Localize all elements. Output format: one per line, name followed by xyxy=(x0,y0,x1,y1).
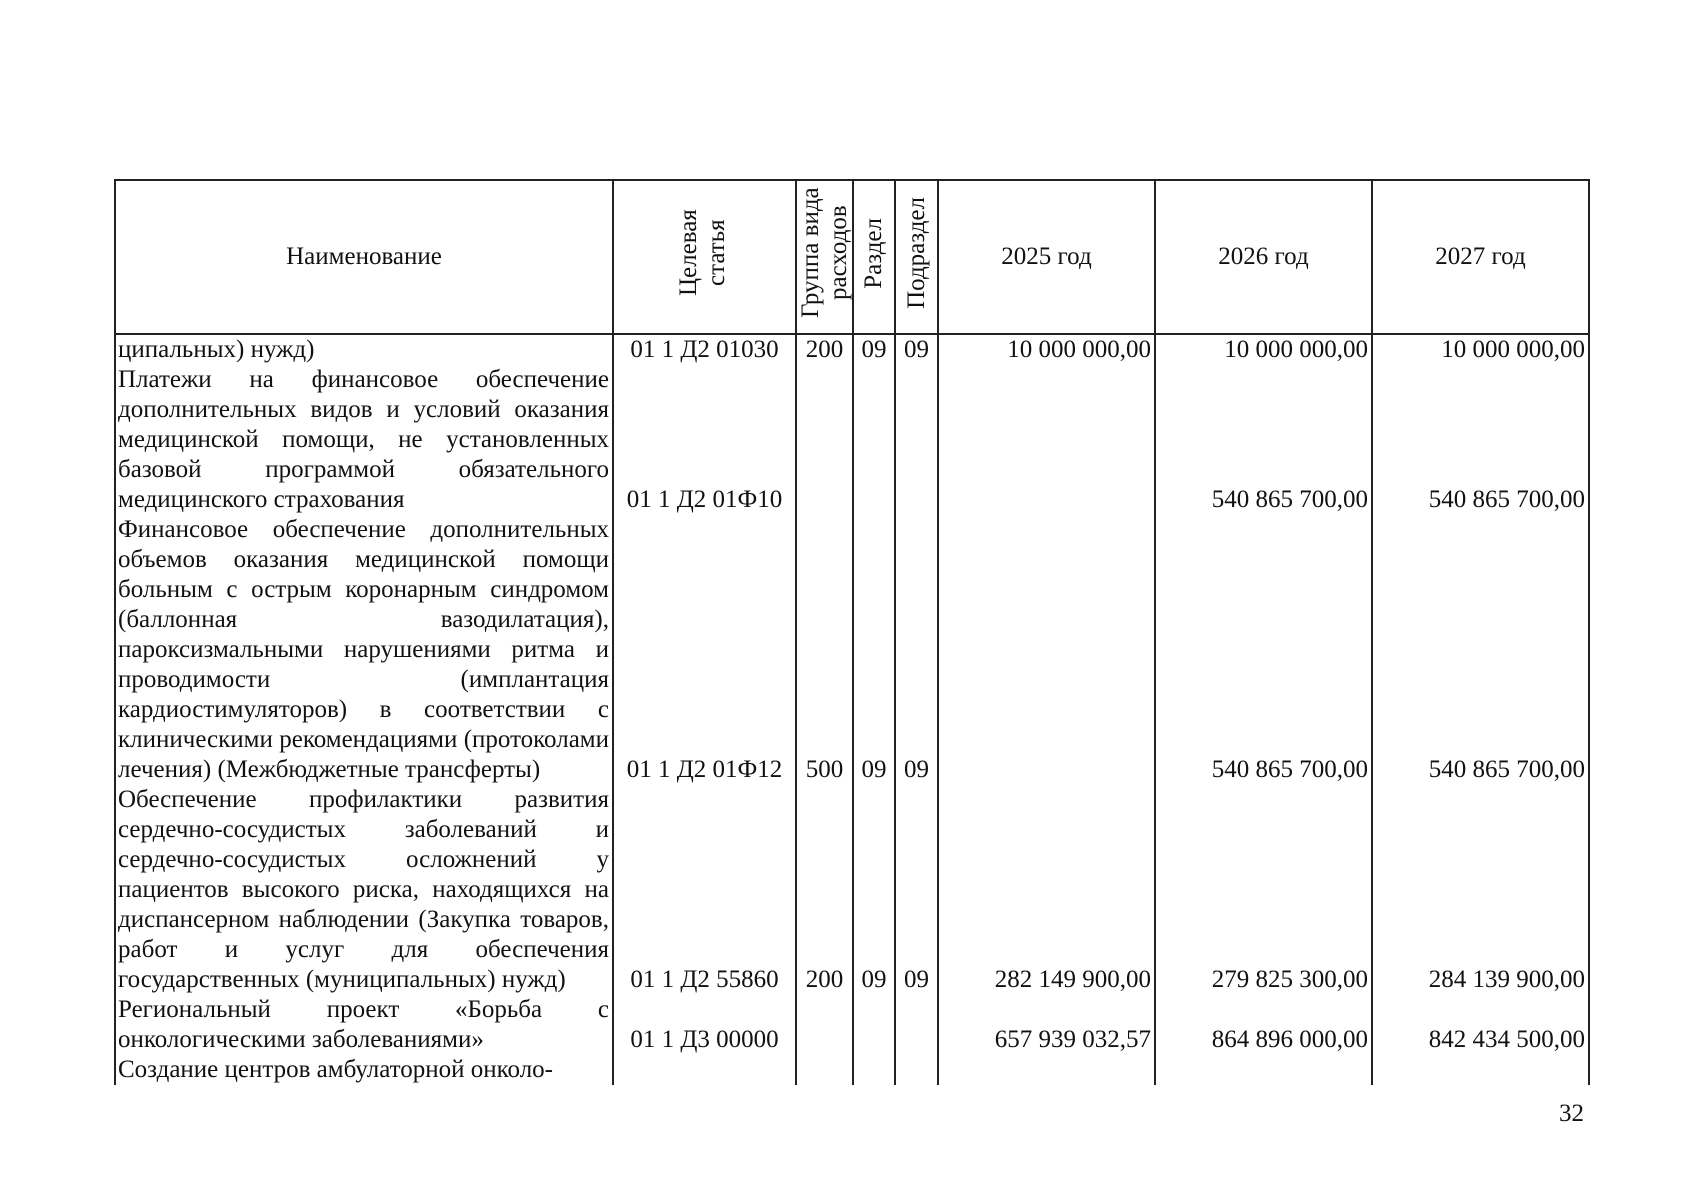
cell-y2027: 540 865 700,00 xyxy=(1372,365,1589,515)
cell-y2025: 657 939 032,57 xyxy=(938,995,1155,1055)
table-header-row xyxy=(115,180,1589,334)
cell-y2027: 10 000 000,00 xyxy=(1372,334,1589,365)
cell-group xyxy=(796,365,853,515)
header-group: Группа вида расходов xyxy=(796,180,853,334)
table-row xyxy=(115,334,1589,365)
cell-y2026: 864 896 000,00 xyxy=(1155,995,1372,1055)
cell-target: 01 1 Д2 01Ф12 xyxy=(613,515,796,785)
table-row xyxy=(115,995,1589,1055)
cell-target: 01 1 Д2 01030 xyxy=(613,334,796,365)
cell-y2025 xyxy=(938,365,1155,515)
cell-y2026: 540 865 700,00 xyxy=(1155,515,1372,785)
cell-subsection: 09 xyxy=(895,785,938,995)
cell-group: 200 xyxy=(796,785,853,995)
cell-y2027: 540 865 700,00 xyxy=(1372,515,1589,785)
header-section: Раздел xyxy=(853,180,895,334)
cell-target: 01 1 Д3 00000 xyxy=(613,995,796,1055)
cell-target: 01 1 Д2 01Ф10 xyxy=(613,365,796,515)
cell-y2025: 282 149 900,00 xyxy=(938,785,1155,995)
cell-name: Региональный проект «Борьба с онкологическими заболеваниями» xyxy=(115,995,613,1055)
page-number: 32 xyxy=(1559,1100,1584,1127)
header-2025: 2025 год xyxy=(938,180,1155,334)
table-row xyxy=(115,365,1589,515)
cell-y2026 xyxy=(1155,1055,1372,1085)
cell-y2027 xyxy=(1372,1055,1589,1085)
cell-subsection xyxy=(895,995,938,1055)
cell-target: 01 1 Д2 55860 xyxy=(613,785,796,995)
cell-y2025 xyxy=(938,1055,1155,1085)
cell-y2026: 279 825 300,00 xyxy=(1155,785,1372,995)
cell-y2026: 540 865 700,00 xyxy=(1155,365,1372,515)
cell-section xyxy=(853,365,895,515)
cell-y2025 xyxy=(938,515,1155,785)
cell-name: ципальных) нужд) xyxy=(115,334,613,365)
cell-subsection xyxy=(895,1055,938,1085)
cell-name: Платежи на финансовое обеспечение дополнительных видов и условий оказания медицинской помощи, не установленных базовой программой обязательного медицинского страхования xyxy=(115,365,613,515)
cell-subsection xyxy=(895,365,938,515)
header-subsection: Подраздел xyxy=(895,180,938,334)
cell-target xyxy=(613,1055,796,1085)
cell-y2026: 10 000 000,00 xyxy=(1155,334,1372,365)
cell-subsection: 09 xyxy=(895,515,938,785)
header-2027: 2027 год xyxy=(1372,180,1589,334)
cell-section xyxy=(853,995,895,1055)
table-body xyxy=(115,334,1589,1085)
cell-group xyxy=(796,1055,853,1085)
table-row xyxy=(115,515,1589,785)
cell-y2025: 10 000 000,00 xyxy=(938,334,1155,365)
cell-group xyxy=(796,995,853,1055)
cell-name: Создание центров амбулаторной онколо- xyxy=(115,1055,613,1085)
cell-section: 09 xyxy=(853,334,895,365)
cell-group: 500 xyxy=(796,515,853,785)
cell-section: 09 xyxy=(853,785,895,995)
budget-table xyxy=(114,179,1590,1085)
cell-name: Финансовое обеспечение дополнительных объемов оказания медицинской помощи больным с острым коронарным синдромом (баллонная вазодилатация), пароксизмальными нарушениями ритма и проводимости (имплантация кардиостимуляторов) в соответствии с клиническими рекомендациями (протоколами лечения) (Межбюджетные трансферты) xyxy=(115,515,613,785)
cell-subsection: 09 xyxy=(895,334,938,365)
header-target: Целевая статья xyxy=(613,180,796,334)
cell-group: 200 xyxy=(796,334,853,365)
cell-section xyxy=(853,1055,895,1085)
header-name: Наименование xyxy=(115,180,613,334)
header-2026: 2026 год xyxy=(1155,180,1372,334)
cell-y2027: 842 434 500,00 xyxy=(1372,995,1589,1055)
table-row xyxy=(115,785,1589,995)
cell-name: Обеспечение профилактики развития сердечно-сосудистых заболеваний и сердечно-сосудистых осложнений у пациентов высокого риска, находящихся на диспансерном наблюдении (Закупка товаров, работ и услуг для обеспечения государственных (муниципальных) нужд) xyxy=(115,785,613,995)
table-row xyxy=(115,1055,1589,1085)
cell-y2027: 284 139 900,00 xyxy=(1372,785,1589,995)
cell-section: 09 xyxy=(853,515,895,785)
